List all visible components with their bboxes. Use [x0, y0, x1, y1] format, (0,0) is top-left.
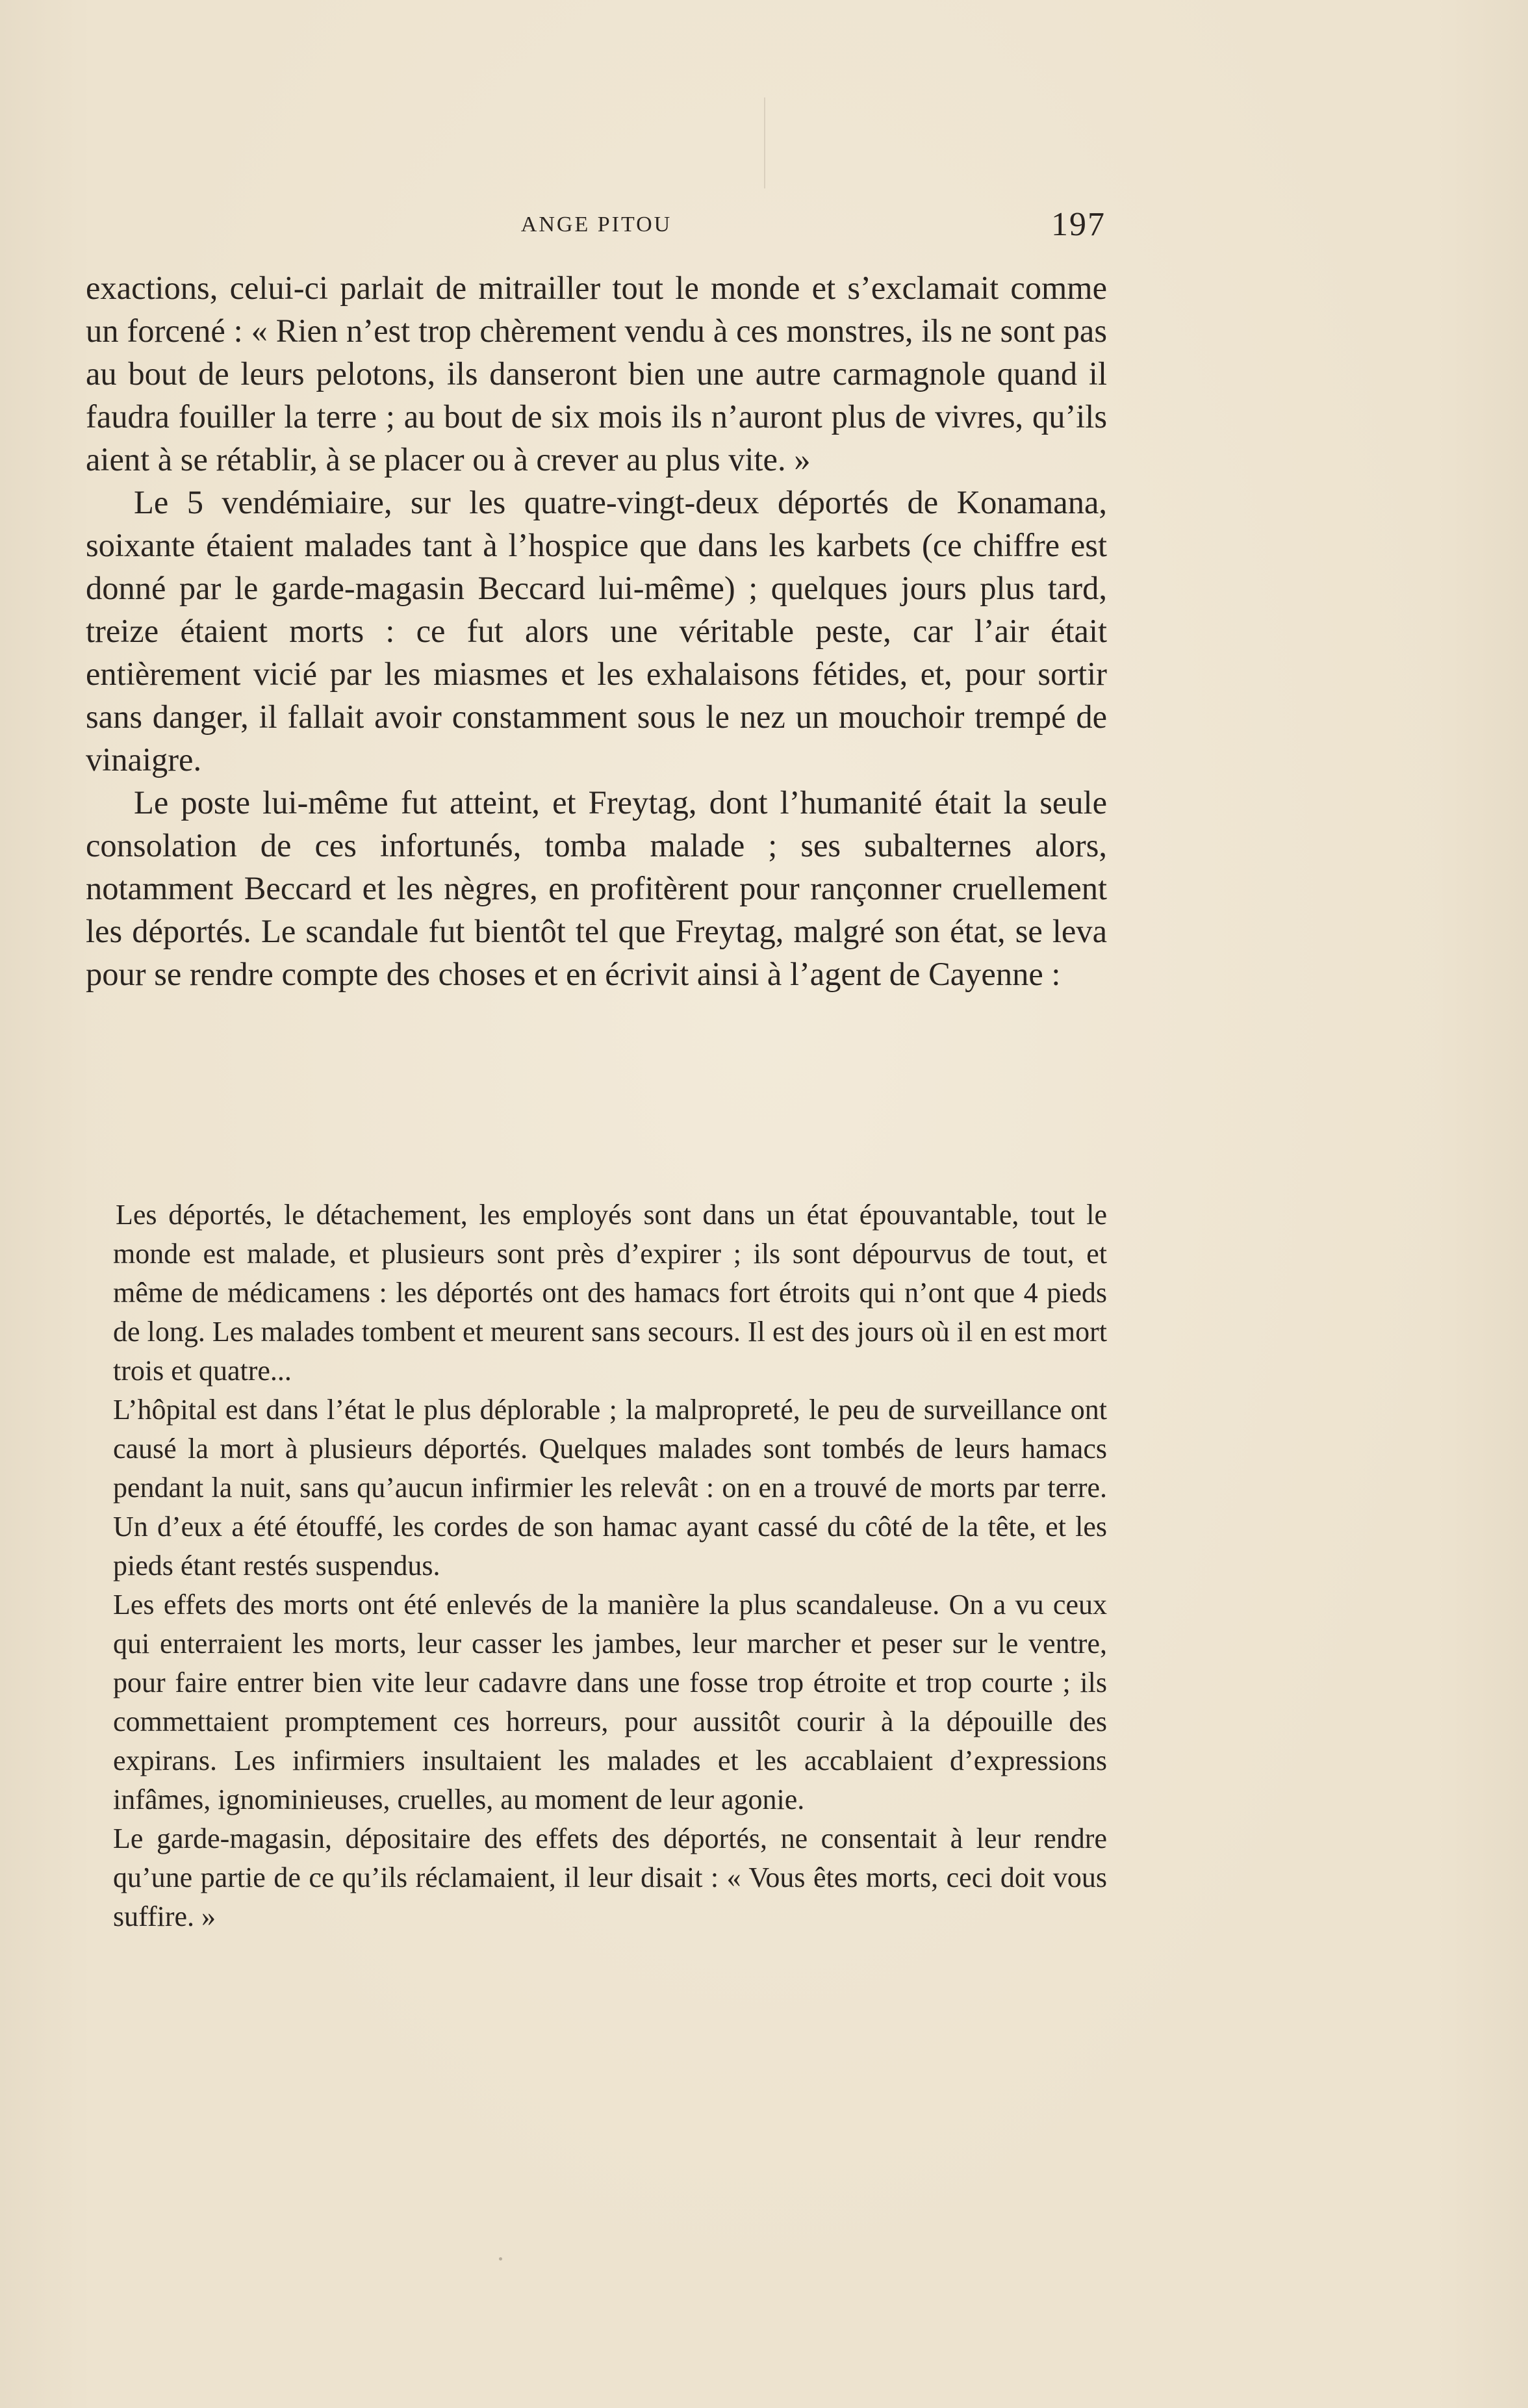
quote-paragraph: Les déportés, le détachement, les employés sont dans un état épouvantable, tout le monde est malade, et plusieurs sont près d’expirer ; ils sont dépourvus de tout, et même de médicamens : les déportés ont des hamacs fort étroits qui n’ont que 4 pieds de long. Les malades tombent et meurent sans secours. Il est des jours où il en est mort trois et quatre... [113, 1199, 1107, 1387]
margin-mark [764, 97, 765, 188]
quote-paragraph: L’hôpital est dans l’état le plus déplorable ; la malpropreté, le peu de surveillance ont causé la mort à plusieurs déportés. Quelques malades sont tombés de leurs hamacs pendant la nuit, sans qu’aucun infirmier les relevât : on en a trouvé de morts par terre. Un d’eux a été étouffé, les cordes de son hamac ayant cassé du côté de la tête, et les pieds étant restés suspendus. [113, 1394, 1107, 1582]
page-number: 197 [1051, 206, 1106, 243]
paragraph: Le 5 vendémiaire, sur les quatre-vingt-deux déportés de Konamana, soixante étaient malades tant à l’hospice que dans les karbets (ce chiffre est donné par le garde-magasin Beccard lui-même) ; quelques jours plus tard, treize étaient morts : ce fut alors une véritable peste, car l’air était entièrement vicié par les miasmes et les exhalaisons fétides, et, pour sortir sans danger, il fallait avoir constamment sous le nez un mouchoir trempé de vinaigre. [86, 484, 1107, 778]
running-head: ANGE PITOU [520, 212, 672, 237]
quoted-letter [113, 1196, 1107, 1936]
paragraph: exactions, celui-ci parlait de mitrailler tout le monde et s’exclamait comme un forcené : « Rien n’est trop chèrement vendu à ces monstres, ils ne sont pas au bout de leurs pelotons, ils danseront bien une autre carmagnole quand il faudra fouiller la terre ; au bout de six mois ils n’auront plus de vivres, qu’ils aient à se rétablir, à se placer ou à crever au plus vite. » [86, 270, 1107, 478]
paper-speck [499, 2257, 502, 2261]
main-text [86, 266, 1107, 995]
quote-paragraph: Les effets des morts ont été enlevés de la manière la plus scandaleuse. On a vu ceux qui enterraient les morts, leur casser les jambes, leur marcher et peser sur le ventre, pour faire entrer bien vite leur cadavre dans une fosse trop étroite et trop courte ; ils commettaient promptement ces horreurs, pour aussitôt courir à la dépouille des expirans. Les infirmiers insultaient les malades et les accablaient d’expressions infâmes, ignominieuses, cruelles, au moment de leur agonie. [113, 1589, 1107, 1815]
paragraph: Le poste lui-même fut atteint, et Freytag, dont l’humanité était la seule consolation de ces infortunés, tomba malade ; ses subalternes alors, notamment Beccard et les nègres, en profitèrent pour rançonner cruellement les déportés. Le scandale fut bientôt tel que Freytag, malgré son état, se leva pour se rendre compte des choses et en écrivit ainsi à l’agent de Cayenne : [86, 784, 1107, 992]
quote-paragraph: Le garde-magasin, dépositaire des effets des déportés, ne consentait à leur rendre qu’une partie de ce qu’ils réclamaient, il leur disait : « Vous êtes morts, ceci doit vous suffire. » [113, 1823, 1107, 1932]
page-header [87, 205, 1106, 244]
